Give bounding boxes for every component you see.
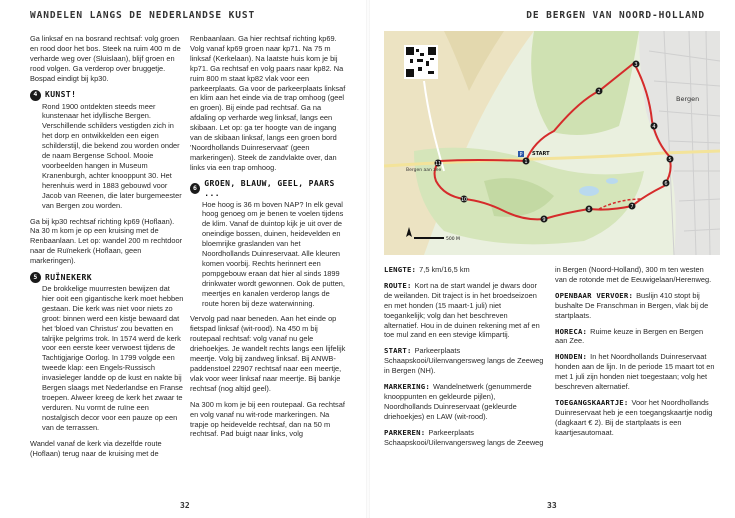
info-column-1 xyxy=(384,265,544,454)
svg-text:10: 10 xyxy=(460,197,468,203)
info-markering: MARKERING: Wandelnetwerk (genummerde knooppunten en gekleurde pijlen), Noordhollands Duinreservaat (gekleurde driehoekjes) en LAW (wit-rood). xyxy=(384,382,532,421)
paragraph: Wandel vanaf de kerk via dezelfde route (Hoflaan) terug naar de kruising met de xyxy=(30,438,162,458)
info-parkeren-continued: in Bergen (Noord-Holland), 300 m ten westen van de rotonde met de Eeuwigelaan/Herenweg. xyxy=(555,265,712,284)
section-number-badge: 4 xyxy=(30,90,41,101)
section-heading-ruinekerk xyxy=(30,272,184,283)
svg-text:2: 2 xyxy=(597,89,601,95)
info-toegangskaartje: TOEGANGSKAARTJE: Voor het Noordhollands Duinreservaat heb je een toegangskaartje nodig (dagkaart € 2). Bij de startplaats is een kaartjesautomaat. xyxy=(555,397,713,437)
section-number-badge: 6 xyxy=(190,183,200,194)
info-length: LENGTE: 7,5 km/16,5 km xyxy=(384,265,470,274)
info-route: ROUTE: Kort na de start wandel je dwars door de weilanden. Dit traject is in het broedseizoen en met honden (15 maart-1 juli) niet toegankelijk; volg dan het beschreven alternatief. Hou in de duinen rekening met af en toe mul zand en een stevige klimpartij. xyxy=(384,280,540,340)
svg-text:500 M: 500 M xyxy=(446,237,460,242)
svg-text:11: 11 xyxy=(434,161,442,167)
left-column-1 xyxy=(30,34,184,458)
info-honden: HONDEN: In het Noordhollands Duinreservaat honden aan de lijn. In de periode 15 maart tot en met 1 juli zijn honden niet toegestaan; volg het beschreven alternatief. xyxy=(555,352,715,392)
svg-text:8: 8 xyxy=(587,207,591,213)
lake xyxy=(606,178,618,184)
section-title: KUNST! xyxy=(45,90,77,100)
svg-text:7: 7 xyxy=(630,204,634,210)
section-title: GROEN, BLAUW, GEEL, PAARS ... xyxy=(204,178,335,198)
info-openbaar-vervoer: OPENBAAR VERVOER: Buslijn 410 stopt bij bushalte De Franschman in Bergen, vlak bij de startplaats. xyxy=(555,290,709,320)
paragraph: Vervolg pad naar beneden. Aan het einde op fietspad linksaf (wit-rood). Na 450 m bij routepaal rechtsaf: volg vanaf nu gele driehoekjes. Je wandelt rechts langs een lijfelijk meertje. Volg bij zandweg linksaf. Bij ANWB-paddenstoel 22907 rechtsaf naar een meertje, vlak voor weer linksaf naar meertje. Bij bankje rechtsaf (nog altijd geel). xyxy=(190,314,346,393)
map-drawing xyxy=(384,31,720,255)
paragraph: Renbaanlaan. Ga hier rechtsaf richting kp69. Volg vanaf kp69 groen naar kp71. Na 75 m linksaf (Kerkelaan). Na laatste huis kom je bij kp71. Ga rechtsaf en volg paars naar kp82. Na ruim 800 m staat kp82 vlak voor een parkeerplaats. Ga voor de parkeerplaats linksaf en klim aan het einde via de trap omhoog (geel en groen). Bij einde pad rechtsaf. Ga na afdaling op verharde weg linksaf, langs een skibaan. Let op: ga ter hoogte van de ingang van de skibaan linksaf, langs een groen bord 'Noordhollands Duinreservaat' (geen markeringen). Steek de zandvlakte over, dan links via een trap omhoog. xyxy=(190,34,346,172)
lake xyxy=(579,186,599,196)
info-column-2 xyxy=(555,265,715,444)
running-header-left: WANDELEN LANGS DE NEDERLANDSE KUST xyxy=(30,10,256,21)
info-parkeren: PARKEREN: Parkeerplaats Schaapskooi/Uilenvangersweg langs de Zeeweg xyxy=(384,427,544,447)
section-text: Hoe hoog is 36 m boven NAP? In elk geval hoog genoeg om je benen te voelen tijdens de klim. Vanaf de duintop kijk je uit over de oneindige bossen, duinen, heidevelden en bloemrijke graslanden van het Noordhollands Duinreservaat. Alle kleuren komen voorbij. Rechts herinnert een pompgebouw eraan dat hier al sinds 1899 drinkwater wordt gewonnen. Ook de putten, meertjes en kanalen verderop langs de route horen bij deze waterwinning. xyxy=(202,199,345,308)
start-label: START xyxy=(532,151,550,157)
route-map xyxy=(384,31,720,255)
svg-text:6: 6 xyxy=(664,181,668,187)
svg-text:P: P xyxy=(519,152,523,158)
town-label-bergen: Bergen xyxy=(676,95,700,103)
svg-text:9: 9 xyxy=(542,217,546,223)
info-start: START: Parkeerplaats Schaapskooi/Uilenvangersweg langs de Zeeweg in Bergen (NH). xyxy=(384,346,544,376)
town-label-bergen-aan-zee: Bergen aan zee xyxy=(406,168,442,173)
section-title: RUÏNEKERK xyxy=(45,272,92,282)
svg-text:4: 4 xyxy=(652,124,656,130)
running-header-right: DE BERGEN VAN NOORD-HOLLAND xyxy=(526,10,705,21)
section-heading-kunst xyxy=(30,90,184,101)
info-horeca: HORECA: Ruime keuze in Bergen en Bergen aan Zee. xyxy=(555,326,704,346)
parking-icon xyxy=(518,151,524,158)
page-number-right: 33 xyxy=(547,501,557,510)
page-number-left: 32 xyxy=(180,501,190,510)
section-number-badge: 5 xyxy=(30,272,41,283)
paragraph: Ga linksaf en na bosrand rechtsaf: volg groen en rood door het bos. Steek na ruim 400 m de verharde weg over (Sluislaan), blijf groen en rood volgen. Ga verderop over bruggetje. Bospad eindigt bij kp30. xyxy=(30,34,181,83)
svg-text:5: 5 xyxy=(668,157,672,163)
paragraph: Na 300 m kom je bij een routepaal. Ga rechtsaf en volg vanaf nu wit-rode markeringen. Na trapje op heidevelde rechtsaf, dan na 50 m rechtsaf. Pad buigt naar links, volg xyxy=(190,399,345,439)
paragraph: Ga bij kp30 rechtsaf richting kp69 (Hoflaan). Na 30 m kom je op een kruising met de Renbaanlaan. Let op: wandel 200 m rechtdoor naar de Ruïnekerk (Hoflaan, geen markeringen). xyxy=(30,216,183,266)
section-heading-kleuren xyxy=(190,179,346,199)
svg-text:1: 1 xyxy=(524,159,528,165)
svg-text:3: 3 xyxy=(634,62,638,68)
section-text: Rond 1900 ontdekten steeds meer kunstenaar het idyllische Bergen. Verschillende schilders vestigden zich in het dorp en ontwikkelden een eigen schilderstijl, die bekend zou worden onder de naam Bergense School. Mooie voorbeelden hangen in Museum Kranenburgh, achter knooppunt 30. Het herenhuis werd in 1883 gebouwd voor Jacob van Reenen, die later burgemeester van Bergen zou worden. xyxy=(42,101,182,210)
qr-code xyxy=(404,45,438,79)
section-text: De brokkelige muurresten bewijzen dat hier ooit een gigantische kerk moet hebben gestaan. Die kerk was niet voor niets zo groot: binnen werd een kistje bewaard dat het 'bloed van Christus' zou bevatten en talrijke pelgrims trok. In 1574 werd de kerk voor een eerste keer verwoest tijdens de Tachtigjarige Oorlog. In 1799 volgde een tweede klap: een Engels-Russisch invasieleger landde op de kust en nakte bij Bergen slaags met Nederlandse en Franse troepen. Alweer kreeg de kerk het zwaar te verduren. Nu vormt de ruïne een nostalgisch decor voor een pauze op een van de terrassen. xyxy=(42,284,184,432)
left-column-2 xyxy=(190,34,346,439)
